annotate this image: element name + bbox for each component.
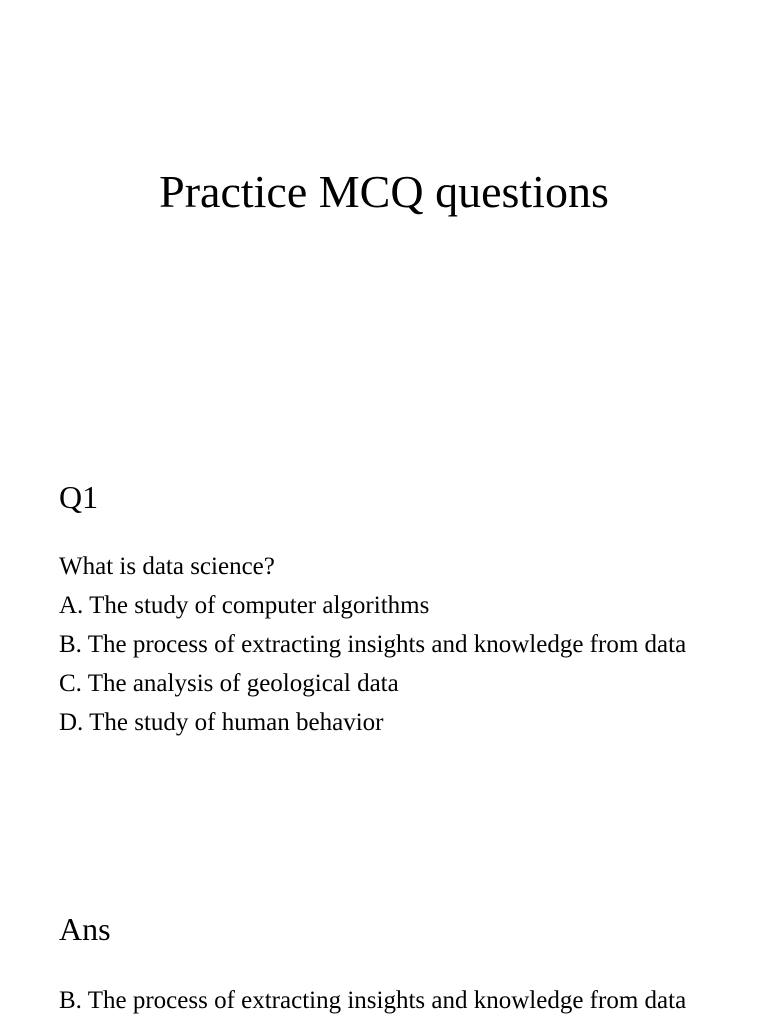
question-prompt: What is data science?	[59, 553, 275, 580]
option-b: B. The process of extracting insights and knowledge from data	[59, 631, 687, 658]
option-d: D. The study of human behavior	[59, 709, 384, 736]
option-a: A. The study of computer algorithms	[59, 592, 430, 619]
question-heading: Q1	[59, 479, 99, 515]
answer-text: B. The process of extracting insights and knowledge from data	[59, 987, 687, 1014]
page-title: Practice MCQ questions	[159, 166, 609, 217]
question-block	[59, 551, 699, 746]
answer-heading: Ans	[59, 911, 111, 947]
option-c: C. The analysis of geological data	[59, 670, 399, 697]
